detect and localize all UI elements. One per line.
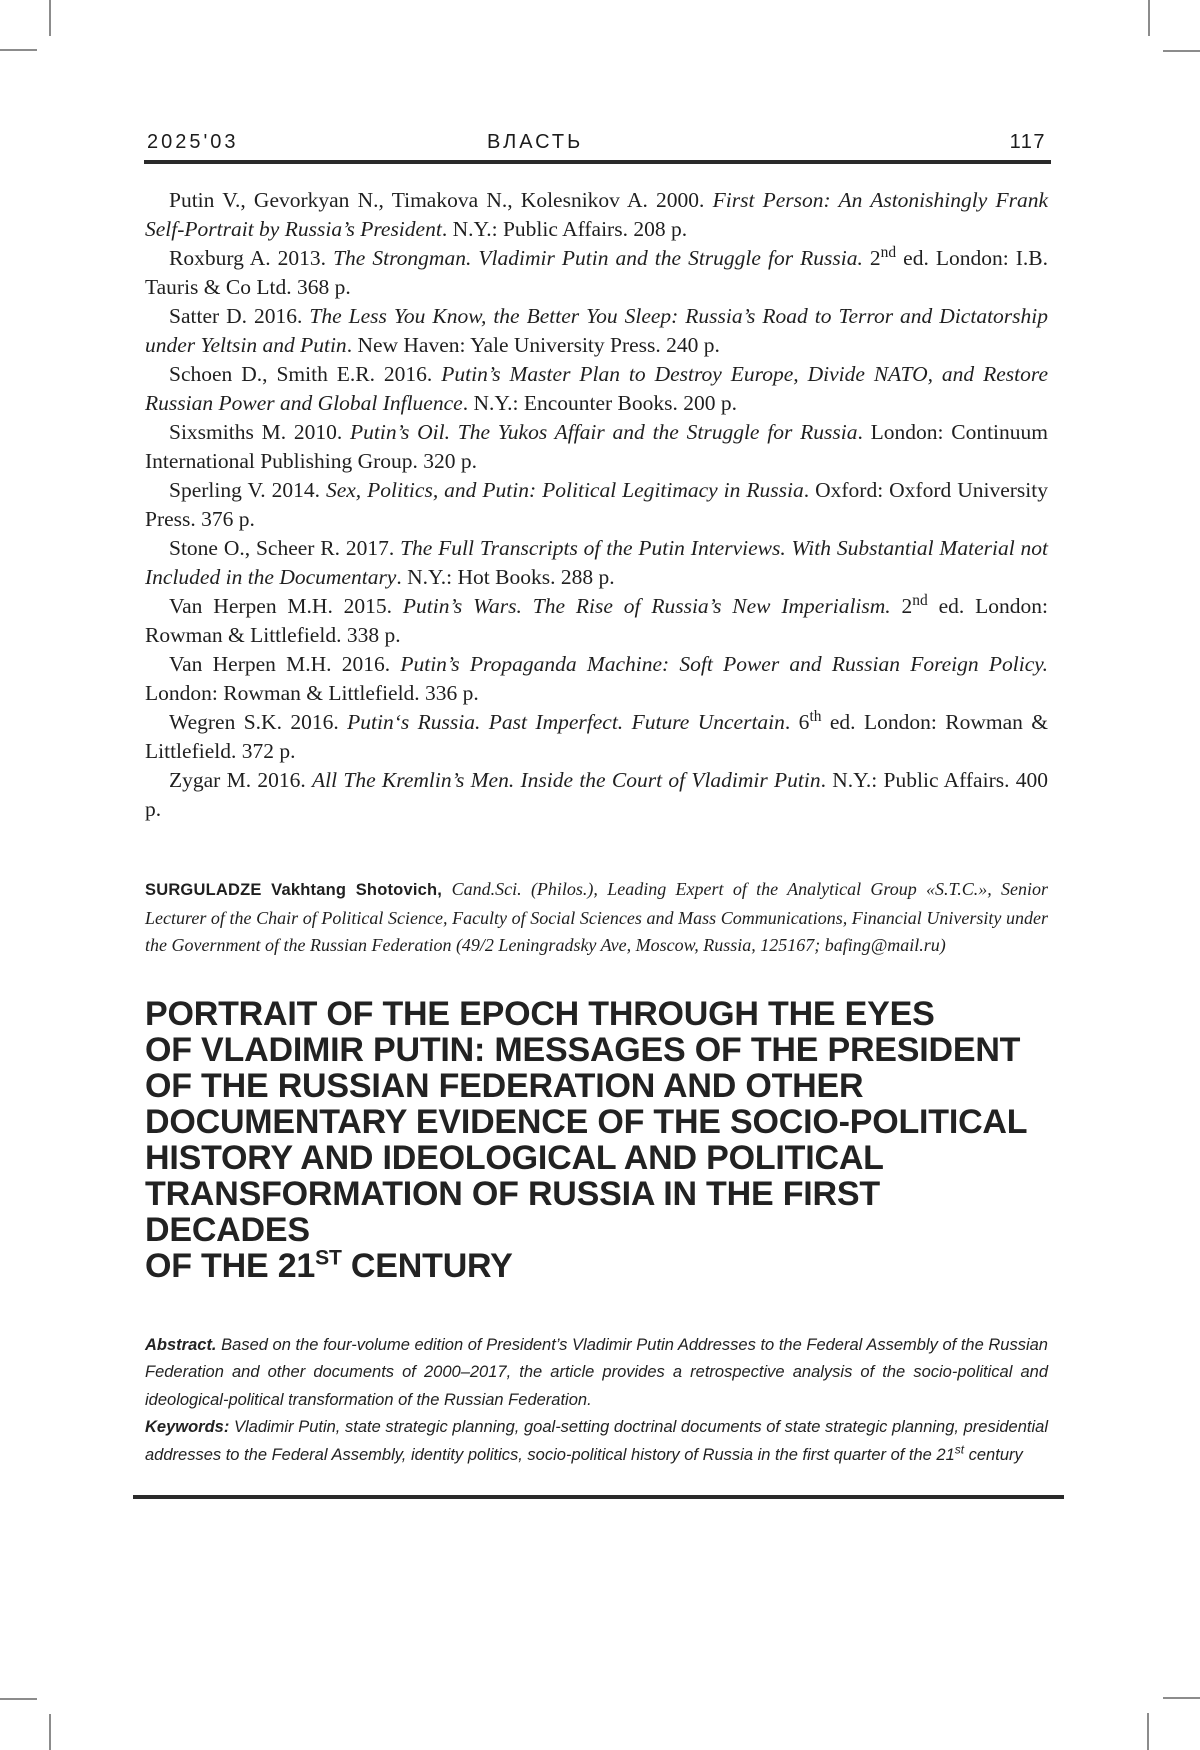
reference-item: [145, 186, 1048, 244]
keywords: [145, 1414, 1048, 1469]
article-title: [145, 996, 1048, 1284]
reference-item: [145, 476, 1048, 534]
text-segment: nd: [912, 591, 928, 609]
text-segment: st: [954, 1442, 965, 1456]
article-title-line: [145, 1248, 1048, 1284]
reference-item: [145, 708, 1048, 766]
text-segment: Putin’s Propaganda Machine: Soft Power and Russian Foreign Policy.: [400, 652, 1048, 676]
text-segment: Van Herpen M.H. 2016.: [169, 652, 401, 676]
header-rule: [144, 160, 1051, 164]
text-segment: Putin‘s Russia. Past Imperfect. Future Uncertain: [347, 710, 785, 734]
abstract: [145, 1332, 1048, 1415]
text-segment: ed. London: Rowman & Littlefield. 372 p.: [145, 710, 1048, 763]
text-segment: . 6: [784, 710, 810, 734]
text-segment: OF VLADIMIR PUTIN: MESSAGES OF THE PRESIDENT: [145, 1030, 1021, 1069]
text-segment: The Less You Know, the Better You Sleep: Russia’s Road to Terror and Dictatorship under Yeltsin and Putin: [145, 304, 1049, 357]
text-segment: . New Haven: Yale University Press. 240 p.: [346, 333, 720, 357]
text-segment: ed. London: Rowman & Littlefield. 338 p.: [145, 594, 1048, 647]
text-segment: Stone O., Scheer R. 2017.: [169, 536, 401, 560]
crop-mark-bottom-left-horizontal: [0, 1698, 37, 1700]
text-segment: . London: Continuum International Publishing Group. 320 p.: [145, 420, 1048, 473]
text-segment: Sex, Politics, and Putin: Political Legitimacy in Russia: [325, 478, 804, 502]
author-info: [145, 876, 1048, 960]
text-segment: th: [809, 707, 822, 725]
text-segment: Based on the four-volume edition of President’s Vladimir Putin Addresses to the Federal Assembly of the Russian Federation and other documents of 2000–2017, the article provides a retrospective analysis of the socio-political and ideological-political transformation of the Russian Federation.: [145, 1335, 1048, 1409]
crop-mark-bottom-right-vertical: [1147, 1713, 1149, 1750]
crop-mark-top-left-horizontal: [0, 49, 37, 51]
reference-item: [145, 244, 1048, 302]
reference-item: [145, 360, 1048, 418]
text-segment: nd: [880, 243, 897, 261]
article-title-line: [145, 1032, 1048, 1068]
reference-item: [145, 534, 1048, 592]
article-title-line: [145, 1104, 1048, 1140]
text-segment: HISTORY AND IDEOLOGICAL AND POLITICAL: [145, 1138, 884, 1177]
text-segment: Zygar M. 2016.: [169, 768, 313, 792]
reference-item: [145, 302, 1048, 360]
reference-item: [145, 418, 1048, 476]
text-segment: First Person: An Astonishingly Frank Self-Portrait by Russia’s President: [145, 188, 1048, 241]
text-segment: PORTRAIT OF THE EPOCH THROUGH THE EYES: [145, 994, 935, 1033]
journal-title: ВЛАСТЬ: [487, 131, 584, 153]
reference-item: [145, 766, 1048, 824]
page-content: [145, 0, 1048, 1499]
references-list: [145, 186, 1048, 824]
text-segment: Sixsmiths M. 2010.: [169, 420, 351, 444]
page-number: 117: [1009, 131, 1046, 153]
text-segment: . N.Y.: Hot Books. 288 p.: [396, 565, 615, 589]
text-segment: Van Herpen M.H. 2015.: [169, 594, 403, 618]
text-segment: Putin V., Gevorkyan N., Timakova N., Kolesnikov A. 2000.: [169, 188, 713, 212]
text-segment: Vladimir Putin, state strategic planning, goal-setting doctrinal documents of state strategic planning, presidential addresses to the Federal Assembly, identity politics, socio-political history of Russia in the first quarter of the 21: [145, 1418, 1048, 1464]
text-segment: century: [964, 1445, 1023, 1464]
text-segment: . N.Y.: Public Affairs. 400 p.: [145, 768, 1049, 821]
text-segment: All The Kremlin’s Men. Inside the Court of Vladimir Putin: [312, 768, 821, 792]
text-segment: SURGULADZE Vakhtang Shotovich,: [145, 881, 452, 899]
page-header: [145, 131, 1048, 155]
text-segment: . Oxford: Oxford University Press. 376 p.: [145, 478, 1048, 531]
text-segment: OF THE RUSSIAN FEDERATION AND OTHER: [145, 1066, 864, 1105]
article-title-line: [145, 1068, 1048, 1104]
reference-item: [145, 650, 1048, 708]
text-segment: Putin’s Wars. The Rise of Russia’s New Imperialism.: [402, 594, 891, 618]
crop-mark-top-right-vertical: [1148, 0, 1150, 36]
text-segment: Satter D. 2016.: [169, 304, 310, 328]
crop-mark-top-right-horizontal: [1163, 50, 1200, 52]
article-title-line: [145, 1176, 1048, 1248]
reference-item: [145, 592, 1048, 650]
article-title-line: [145, 1140, 1048, 1176]
text-segment: . N.Y.: Encounter Books. 200 p.: [462, 391, 738, 415]
text-segment: Putin’s Oil. The Yukos Affair and the Struggle for Russia: [350, 420, 858, 444]
text-segment: ed. London: I.B. Tauris & Co Ltd. 368 p.: [145, 246, 1049, 299]
text-segment: The Strongman. Vladimir Putin and the Struggle for Russia.: [333, 246, 863, 270]
text-segment: Abstract.: [145, 1335, 217, 1354]
article-title-line: [145, 996, 1048, 1032]
text-segment: Cand.Sci. (Philos.), Leading Expert of the Analytical Group «S.T.C.», Senior Lecturer of the Chair of Political Science, Faculty of Social Sciences and Mass Communications, Financial University under the Government of the Russian Federation (49/2 Leningradsky Ave, Moscow, Russia, 125167; bafing@mail.ru): [145, 879, 1048, 955]
text-segment: ST: [315, 1246, 342, 1270]
text-segment: The Full Transcripts of the Putin Interviews. With Substantial Material not Included in the Documentary: [145, 536, 1048, 589]
issue-number: 2025'03: [147, 131, 239, 153]
footer-rule: [133, 1495, 1064, 1499]
text-segment: TRANSFORMATION OF RUSSIA IN THE FIRST DECADES: [145, 1174, 880, 1249]
text-segment: Wegren S.K. 2016.: [169, 710, 348, 734]
text-segment: CENTURY: [341, 1246, 513, 1285]
text-segment: Sperling V. 2014.: [169, 478, 326, 502]
text-segment: Roxburg A. 2013.: [169, 246, 334, 270]
text-segment: DOCUMENTARY EVIDENCE OF THE SOCIO-POLITICAL: [145, 1102, 1028, 1141]
crop-mark-bottom-left-vertical: [49, 1714, 51, 1750]
crop-mark-top-left-vertical: [49, 0, 51, 36]
text-segment: Putin’s Master Plan to Destroy Europe, Divide NATO, and Restore Russian Power and Global Influence: [145, 362, 1048, 415]
text-segment: 2: [890, 594, 913, 618]
text-segment: 2: [862, 246, 881, 270]
text-segment: London: Rowman & Littlefield. 336 p.: [145, 681, 479, 705]
text-segment: Keywords:: [145, 1418, 230, 1436]
text-segment: OF THE 21: [145, 1246, 316, 1285]
text-segment: Schoen D., Smith E.R. 2016.: [169, 362, 442, 386]
crop-mark-bottom-right-horizontal: [1163, 1697, 1200, 1699]
text-segment: . N.Y.: Public Affairs. 208 p.: [441, 217, 688, 241]
